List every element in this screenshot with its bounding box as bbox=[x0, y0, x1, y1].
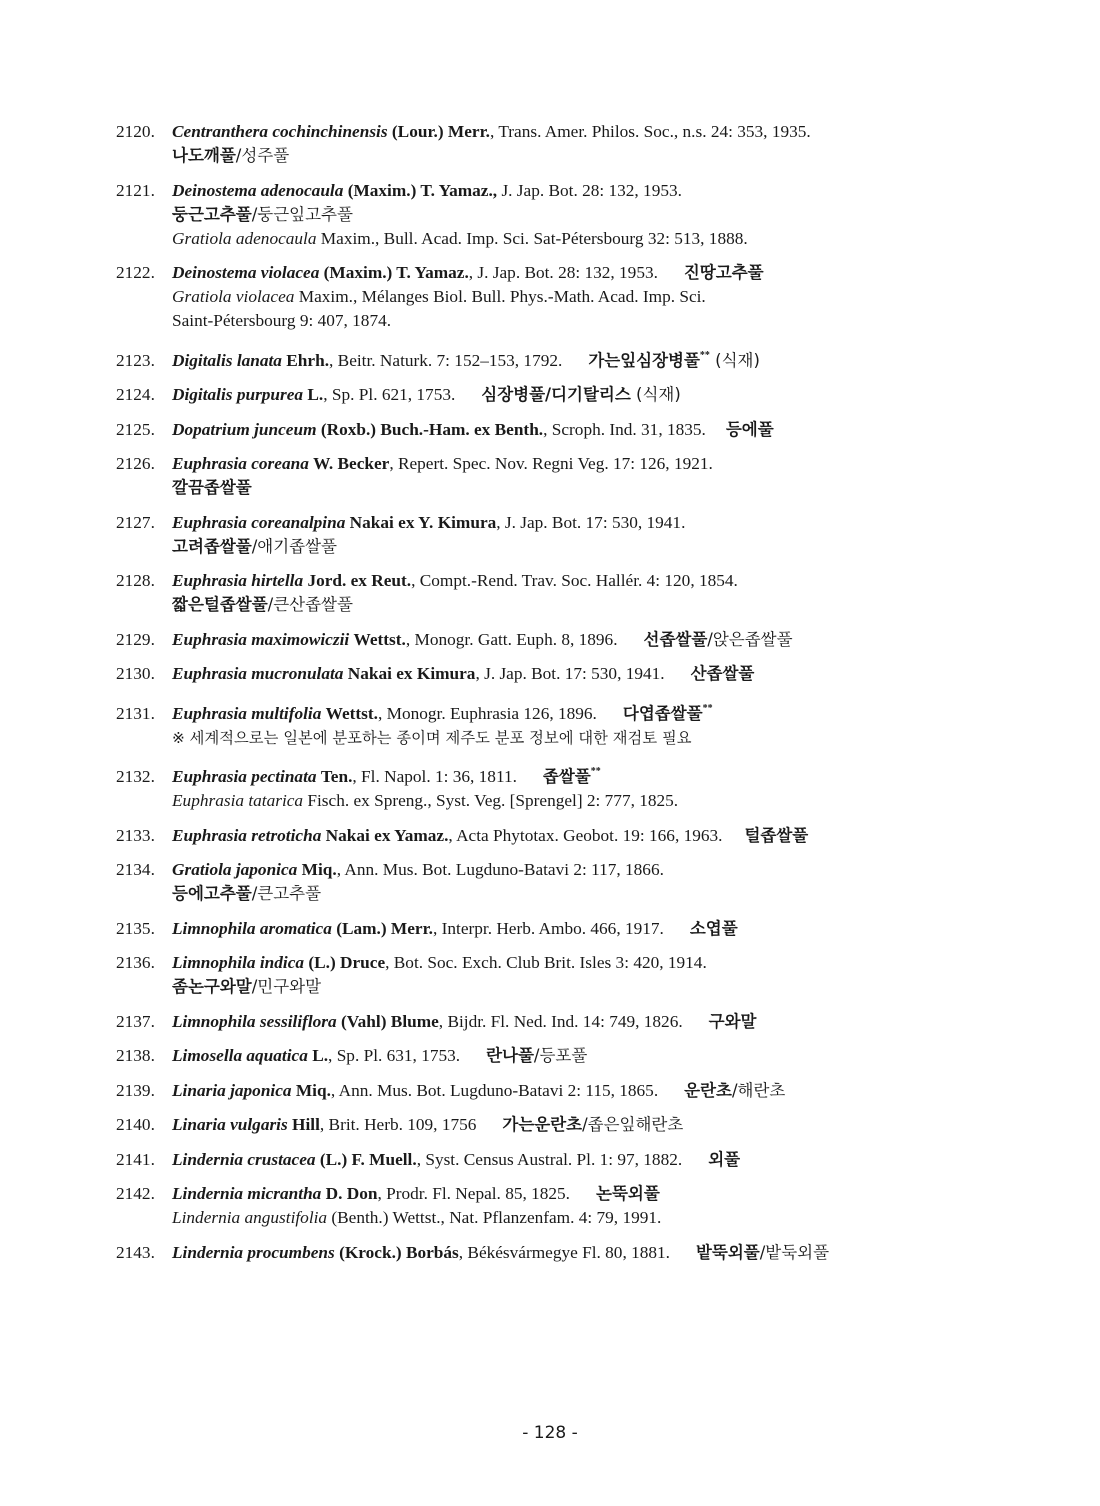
author: (Lam.) Merr. bbox=[336, 918, 433, 938]
korean-name: 가는잎심장병풀 bbox=[588, 350, 700, 370]
korean-alt-name: /애기좁쌀풀 bbox=[251, 536, 337, 556]
korean-alt-name: /민구와말 bbox=[251, 977, 322, 996]
author: (Lour.) Merr. bbox=[391, 122, 490, 141]
list-item bbox=[116, 452, 996, 500]
scientific-name: Limosella aquatica bbox=[172, 1046, 308, 1065]
korean-name: 진땅고추풀 bbox=[683, 263, 764, 282]
list-item bbox=[116, 1010, 996, 1034]
korean-name: 심장병풀/디기탈리스 bbox=[481, 385, 631, 404]
synonym-citation: Maxim., Bull. Acad. Imp. Sci. Sat-Pétersbourg 32: 513, 1888. bbox=[316, 228, 748, 248]
scientific-name: Euphrasia retroticha bbox=[172, 825, 322, 845]
citation: , J. Jap. Bot. 17: 530, 1941. bbox=[475, 664, 665, 683]
synonym-citation-cont: Saint-Pétersbourg 9: 407, 1874. bbox=[172, 311, 392, 330]
list-item bbox=[116, 120, 996, 168]
list-item bbox=[116, 1241, 996, 1265]
entry-number: 2120. bbox=[116, 122, 155, 141]
korean-name: 깔끔좁쌀풀 bbox=[172, 478, 252, 497]
species-list bbox=[116, 120, 996, 1275]
citation: , Békésvármegye Fl. 80, 1881. bbox=[458, 1242, 670, 1262]
korean-name: 다엽좁쌀풀 bbox=[622, 703, 703, 723]
list-item bbox=[116, 344, 996, 373]
citation: , Interpr. Herb. Ambo. 466, 1917. bbox=[432, 918, 664, 938]
korean-name: 선좁쌀풀 bbox=[643, 629, 708, 649]
scientific-name: Lindernia crustacea bbox=[172, 1149, 316, 1169]
list-item bbox=[116, 418, 996, 442]
entry-number: 2127. bbox=[116, 512, 155, 532]
synonym-name: Gratiola adenocaula bbox=[172, 228, 317, 248]
entry-number: 2134. bbox=[116, 860, 155, 879]
korean-alt-name: /좁은잎해란초 bbox=[582, 1115, 684, 1134]
korean-name: 밭뚝외풀 bbox=[695, 1242, 760, 1262]
author: Nakai ex Y. Kimura bbox=[349, 512, 497, 532]
citation: , Trans. Amer. Philos. Soc., n.s. 24: 353, 1935. bbox=[490, 122, 811, 141]
korean-alt-name: /성주풀 bbox=[235, 146, 290, 165]
citation: , Syst. Census Austral. Pl. 1: 97, 1882. bbox=[416, 1149, 683, 1169]
synonym bbox=[116, 789, 996, 813]
list-item bbox=[116, 261, 996, 333]
entry-number: 2142. bbox=[116, 1184, 155, 1203]
entry-number: 2139. bbox=[116, 1080, 155, 1100]
scientific-name: Euphrasia multifolia bbox=[172, 703, 322, 723]
citation: , Fl. Napol. 1: 36, 1811. bbox=[352, 767, 517, 786]
author: Jord. ex Reut. bbox=[307, 571, 412, 590]
scientific-name: Limnophila sessiliflora bbox=[172, 1011, 337, 1031]
list-item bbox=[116, 662, 996, 686]
entry-number: 2123. bbox=[116, 350, 155, 370]
entry-number: 2125. bbox=[116, 419, 155, 439]
synonym bbox=[116, 1206, 996, 1230]
list-item bbox=[116, 760, 996, 813]
korean-name: 둥근고추풀 bbox=[172, 204, 252, 224]
author: Nakai ex Yamaz. bbox=[325, 825, 449, 845]
list-item bbox=[116, 1113, 996, 1137]
entry-number: 2131. bbox=[116, 703, 155, 723]
entry-number: 2126. bbox=[116, 454, 155, 473]
entry-number: 2122. bbox=[116, 263, 155, 282]
author: Nakai ex Kimura bbox=[347, 664, 476, 683]
scientific-name: Gratiola japonica bbox=[172, 860, 298, 879]
author: Ten. bbox=[320, 767, 353, 786]
citation: , Ann. Mus. Bot. Lugduno-Batavi 2: 115, 1865. bbox=[330, 1080, 659, 1100]
korean-alt-name: /둥근잎고추풀 bbox=[251, 204, 353, 224]
synonym-name: Lindernia angustifolia bbox=[172, 1208, 328, 1227]
synonym-name: Euphrasia tatarica bbox=[172, 791, 304, 810]
citation: , Compt.-Rend. Trav. Soc. Hallér. 4: 120, 1854. bbox=[411, 571, 738, 590]
list-item bbox=[116, 628, 996, 652]
scientific-name: Euphrasia mucronulata bbox=[172, 664, 344, 683]
entry-number: 2124. bbox=[116, 385, 155, 404]
korean-alt-name: /큰고추풀 bbox=[251, 884, 322, 903]
citation: , Bot. Soc. Exch. Club Brit. Isles 3: 420, 1914. bbox=[385, 953, 707, 972]
cultivated-note: (식재) bbox=[709, 350, 760, 370]
citation: , Sp. Pl. 621, 1753. bbox=[323, 385, 456, 404]
list-item bbox=[116, 1079, 996, 1103]
synonym bbox=[116, 227, 996, 251]
citation: , Scroph. Ind. 31, 1835. bbox=[543, 419, 706, 439]
page-number: - 128 - bbox=[522, 1423, 578, 1443]
entry-number: 2135. bbox=[116, 918, 155, 938]
korean-alt-name: /해란초 bbox=[731, 1080, 786, 1100]
double-asterisk-mark: ** bbox=[702, 702, 713, 714]
korean-name: 좀논구와말 bbox=[172, 977, 252, 996]
double-asterisk-mark: ** bbox=[590, 766, 601, 777]
korean-name: 란나풀 bbox=[486, 1046, 534, 1065]
korean-name: 등에풀 bbox=[725, 419, 774, 439]
entry-number: 2130. bbox=[116, 664, 155, 683]
author: W. Becker bbox=[313, 454, 390, 473]
citation: , Bijdr. Fl. Ned. Ind. 14: 749, 1826. bbox=[438, 1011, 683, 1031]
citation: , J. Jap. Bot. 28: 132, 1953. bbox=[468, 263, 658, 282]
citation: , Monogr. Euphrasia 126, 1896. bbox=[377, 703, 597, 723]
scientific-name: Euphrasia maximowiczii bbox=[172, 629, 350, 649]
citation: , Acta Phytotax. Geobot. 19: 166, 1963. bbox=[448, 825, 723, 845]
citation: , Brit. Herb. 109, 1756 bbox=[319, 1115, 477, 1134]
list-item bbox=[116, 569, 996, 617]
scientific-name: Linaria vulgaris bbox=[172, 1115, 288, 1134]
korean-alt-name: /앉은좁쌀풀 bbox=[707, 629, 793, 649]
korean-alt-name: /밭둑외풀 bbox=[759, 1242, 830, 1262]
scientific-name: Euphrasia coreanalpina bbox=[172, 512, 346, 532]
entry-number: 2121. bbox=[116, 180, 155, 200]
author: (Krock.) Borbás bbox=[339, 1242, 459, 1262]
entry-number: 2140. bbox=[116, 1115, 155, 1134]
scientific-name: Digitalis purpurea bbox=[172, 385, 304, 404]
author: Ehrh. bbox=[286, 350, 330, 370]
entry-number: 2137. bbox=[116, 1011, 155, 1031]
scientific-name: Lindernia procumbens bbox=[172, 1242, 335, 1262]
citation: , Ann. Mus. Bot. Lugduno-Batavi 2: 117, 1866. bbox=[336, 860, 664, 879]
list-item bbox=[116, 1044, 996, 1068]
author: (Maxim.) T. Yamaz., bbox=[347, 180, 498, 200]
entry-number: 2141. bbox=[116, 1149, 155, 1169]
scientific-name: Digitalis lanata bbox=[172, 350, 282, 370]
synonym bbox=[116, 285, 996, 309]
korean-name: 소엽풀 bbox=[689, 918, 738, 938]
list-item bbox=[116, 1148, 996, 1172]
scientific-name: Euphrasia hirtella bbox=[172, 571, 304, 590]
synonym-citation: Fisch. ex Spreng., Syst. Veg. [Sprengel] 2: 777, 1825. bbox=[303, 791, 679, 810]
author: L. bbox=[307, 385, 324, 404]
citation: , Beitr. Naturk. 7: 152–153, 1792. bbox=[329, 350, 563, 370]
entry-number: 2129. bbox=[116, 629, 155, 649]
korean-name: 털좁쌀풀 bbox=[744, 825, 809, 845]
list-item bbox=[116, 824, 996, 848]
korean-name: 나도깨풀 bbox=[172, 146, 236, 165]
citation: , Prodr. Fl. Nepal. 85, 1825. bbox=[377, 1184, 571, 1203]
list-item bbox=[116, 179, 996, 251]
author: (L.) Druce bbox=[308, 953, 386, 972]
cultivated-note: (식재) bbox=[630, 385, 681, 404]
korean-alt-name: /큰산좁쌀풀 bbox=[267, 595, 353, 614]
entry-number: 2132. bbox=[116, 767, 155, 786]
citation: , J. Jap. Bot. 17: 530, 1941. bbox=[496, 512, 686, 532]
scientific-name: Limnophila aromatica bbox=[172, 918, 332, 938]
scientific-name: Limnophila indica bbox=[172, 953, 305, 972]
distribution-note: ※ 세계적으로는 일본에 분포하는 종이며 제주도 분포 정보에 대한 재검토 필요 bbox=[172, 728, 692, 747]
author: Wettst. bbox=[353, 629, 406, 649]
korean-name: 가는운란초 bbox=[502, 1115, 583, 1134]
list-item bbox=[116, 697, 996, 750]
author: Miq. bbox=[301, 860, 337, 879]
citation: , Monogr. Gatt. Euph. 8, 1896. bbox=[405, 629, 618, 649]
scientific-name: Lindernia micrantha bbox=[172, 1184, 322, 1203]
synonym-citation: (Benth.) Wettst., Nat. Pflanzenfam. 4: 79, 1991. bbox=[327, 1208, 662, 1227]
scientific-name: Euphrasia coreana bbox=[172, 454, 309, 473]
scientific-name: Deinostema violacea bbox=[172, 263, 320, 282]
citation: J. Jap. Bot. 28: 132, 1953. bbox=[497, 180, 682, 200]
list-item bbox=[116, 511, 996, 559]
citation: , Repert. Spec. Nov. Regni Veg. 17: 126, 1921. bbox=[389, 454, 713, 473]
scientific-name: Deinostema adenocaula bbox=[172, 180, 344, 200]
author: L. bbox=[312, 1046, 329, 1065]
double-asterisk-mark: ** bbox=[699, 349, 710, 361]
korean-alt-name: /등포풀 bbox=[533, 1046, 588, 1065]
korean-name: 외풀 bbox=[708, 1149, 741, 1169]
korean-name: 산좁쌀풀 bbox=[690, 664, 755, 683]
entry-number: 2138. bbox=[116, 1046, 155, 1065]
author: (L.) F. Muell. bbox=[319, 1149, 417, 1169]
citation: , Sp. Pl. 631, 1753. bbox=[328, 1046, 461, 1065]
list-item bbox=[116, 1182, 996, 1230]
entry-number: 2136. bbox=[116, 953, 155, 972]
korean-name: 논뚝외풀 bbox=[596, 1184, 660, 1203]
scientific-name: Linaria japonica bbox=[172, 1080, 292, 1100]
scientific-name: Dopatrium junceum bbox=[172, 419, 317, 439]
scientific-name: Euphrasia pectinata bbox=[172, 767, 317, 786]
list-item bbox=[116, 917, 996, 941]
korean-name: 짧은털좁쌀풀 bbox=[172, 595, 268, 614]
author: (Roxb.) Buch.-Ham. ex Benth. bbox=[320, 419, 544, 439]
korean-name: 등에고추풀 bbox=[172, 884, 252, 903]
author: Wettst. bbox=[325, 703, 378, 723]
synonym-citation: Maxim., Mélanges Biol. Bull. Phys.-Math. Acad. Imp. Sci. bbox=[294, 287, 706, 306]
entry-number: 2133. bbox=[116, 825, 155, 845]
scientific-name: Centranthera cochinchinensis bbox=[172, 122, 388, 141]
entry-number: 2128. bbox=[116, 571, 155, 590]
author: (Maxim.) T. Yamaz. bbox=[323, 263, 469, 282]
author: Hill bbox=[292, 1115, 320, 1134]
list-item bbox=[116, 383, 996, 407]
list-item bbox=[116, 858, 996, 906]
korean-name: 좁쌀풀 bbox=[542, 767, 591, 786]
author: (Vahl) Blume bbox=[341, 1011, 439, 1031]
author: D. Don bbox=[325, 1184, 378, 1203]
korean-name: 구와말 bbox=[708, 1011, 757, 1031]
list-item bbox=[116, 951, 996, 999]
entry-number: 2143. bbox=[116, 1242, 155, 1262]
synonym-name: Gratiola violacea bbox=[172, 287, 295, 306]
author: Miq. bbox=[295, 1080, 331, 1100]
korean-name: 고려좁쌀풀 bbox=[172, 536, 252, 556]
korean-name: 운란초 bbox=[684, 1080, 732, 1100]
